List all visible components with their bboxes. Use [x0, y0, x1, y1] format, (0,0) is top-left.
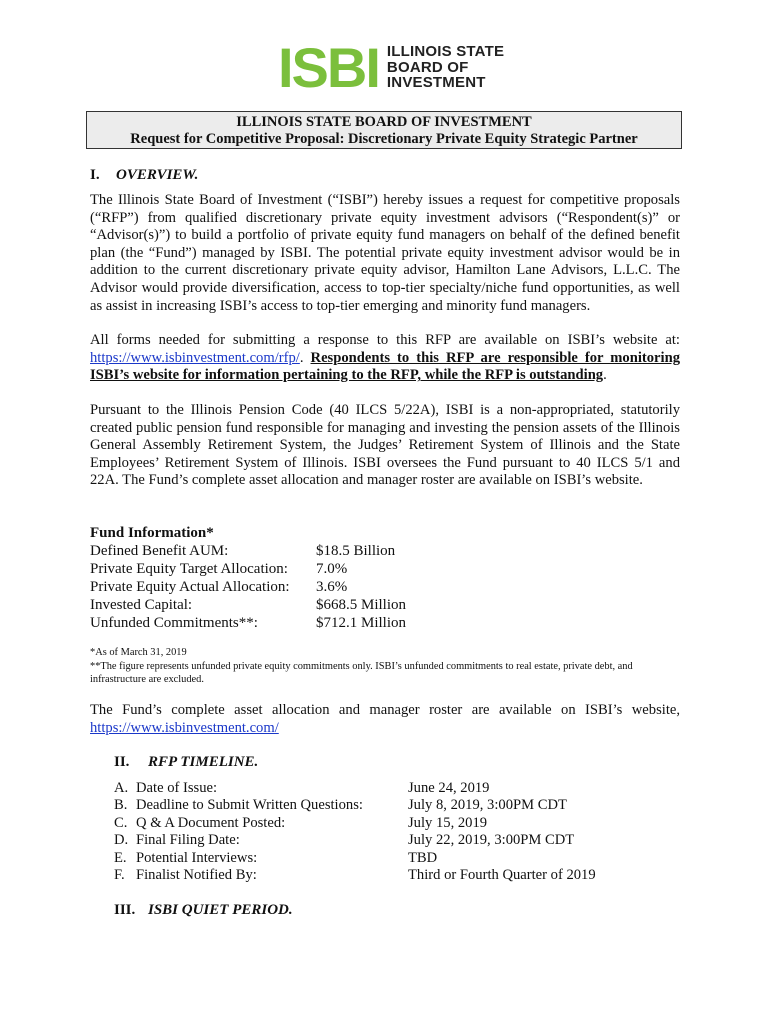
fund-footnotes	[90, 646, 690, 687]
fund-label: Defined Benefit AUM:	[90, 543, 229, 559]
timeline-row	[114, 797, 596, 814]
timeline-label: Final Filing Date:	[136, 832, 240, 849]
timeline-label: Finalist Notified By:	[136, 867, 257, 884]
document-title: ILLINOIS STATE BOARD OF INVESTMENT	[236, 114, 532, 130]
timeline-value: July 15, 2019	[408, 814, 488, 831]
roster-paragraph	[90, 702, 680, 737]
footnote-date: *As of March 31, 2019	[90, 647, 187, 658]
monitoring-notice: Respondents to this RFP are responsible for monitoring ISBI’s website for information pertaining to the RFP, while the RFP is outstanding	[90, 349, 681, 384]
fund-row	[90, 578, 406, 596]
timeline-value: July 22, 2019, 3:00PM CDT	[408, 832, 575, 849]
timeline-value: Third or Fourth Quarter of 2019	[408, 867, 596, 884]
fund-row	[90, 614, 406, 632]
section-title: RFP TIMELINE.	[148, 754, 259, 770]
timeline-row	[114, 780, 596, 797]
section-number: III.	[114, 902, 136, 918]
roster-text: The Fund’s complete asset allocation and manager roster are available on ISBI’s website,	[90, 702, 680, 718]
fund-row	[90, 542, 406, 560]
section-heading-overview	[90, 167, 198, 184]
section-title: ISBI QUIET PERIOD.	[148, 902, 293, 918]
pension-code-paragraph: Pursuant to the Illinois Pension Code (40 ILCS 5/22A), ISBI is a non-appropriated, statutorily created public pension fund responsible for managing and investing the pension assets of the Illinois General Assembly Retirement System, the Judges’ Retirement System of Illinois and the State Employees’ Retirement System of Illinois. ISBI oversees the Fund pursuant to 40 ILCS 5/1 and 22A. The Fund’s complete asset allocation and manager roster are available on ISBI’s website.	[90, 402, 680, 489]
timeline-label: Q & A Document Posted:	[136, 814, 286, 831]
period: .	[603, 367, 607, 384]
fund-row	[90, 596, 406, 614]
timeline-label: Deadline to Submit Written Questions:	[136, 797, 363, 814]
fund-information	[90, 524, 406, 632]
forms-paragraph	[90, 332, 680, 385]
timeline-letter: E.	[114, 849, 127, 866]
fund-label: Unfunded Commitments**:	[90, 615, 258, 631]
fund-info-title: Fund Information*	[90, 525, 214, 541]
fund-value: $18.5 Billion	[316, 543, 396, 559]
document-header-box	[86, 111, 682, 149]
section-heading-timeline	[114, 754, 258, 771]
logo-line: BOARD OF	[386, 58, 469, 76]
footnote-unfunded: **The figure represents unfunded private equity commitments only. ISBI’s unfunded commitments to real estate, private debt, and infrastructure are excluded.	[90, 660, 633, 685]
timeline-letter: B.	[114, 797, 128, 814]
isbi-logo	[278, 36, 505, 99]
document-subtitle: Request for Competitive Proposal: Discretionary Private Equity Strategic Partner	[130, 131, 638, 147]
timeline-letter: A.	[114, 780, 129, 796]
timeline-value: June 24, 2019	[408, 780, 490, 796]
timeline-value: TBD	[408, 849, 438, 866]
fund-value: 3.6%	[316, 579, 348, 595]
fund-label: Private Equity Actual Allocation:	[90, 579, 290, 595]
overview-paragraph: The Illinois State Board of Investment (“ISBI”) hereby issues a request for competitive proposals (“RFP”) from qualified discretionary private equity investment advisors (“Respondent(s)” or “Advisor(s)”) to build a portfolio of private equity fund managers on behalf of the defined benefit plan (the “Fund”) managed by ISBI. The potential private equity investment advisor would be in addition to the current discretionary private equity advisor, Hamilton Lane Advisors, L.L.C. The Advisor would provide diversification, access to top-tier specialty/niche fund opportunities, as well as assist in increasing ISBI’s access to top-tier emerging and minority fund managers.	[90, 192, 680, 314]
forms-text: All forms needed for submitting a response to this RFP are available on ISBI’s website at:	[90, 332, 680, 348]
section-title: OVERVIEW.	[116, 167, 199, 183]
isbi-website-link[interactable]: https://www.isbinvestment.com/	[90, 719, 279, 736]
timeline-row	[114, 815, 596, 832]
timeline-value: July 8, 2019, 3:00PM CDT	[408, 797, 567, 814]
fund-row	[90, 560, 406, 578]
fund-value: $712.1 Million	[316, 615, 407, 631]
period: .	[299, 349, 311, 366]
timeline-letter: F.	[114, 867, 125, 884]
rfp-link[interactable]: https://www.isbinvestment.com/rfp/	[90, 349, 300, 366]
timeline-row	[114, 850, 596, 867]
logo-mark: ISBI	[278, 36, 379, 99]
timeline-row	[114, 867, 596, 884]
timeline-row	[114, 832, 596, 849]
fund-label: Private Equity Target Allocation:	[90, 561, 288, 577]
section-heading-quiet-period	[114, 902, 293, 919]
logo-line: INVESTMENT	[386, 74, 486, 91]
section-number: I.	[90, 167, 100, 183]
timeline-label: Potential Interviews:	[136, 849, 258, 866]
timeline-letter: D.	[114, 832, 129, 849]
fund-value: 7.0%	[316, 561, 348, 577]
fund-label: Invested Capital:	[90, 597, 193, 613]
rfp-timeline	[114, 780, 596, 884]
logo-text	[387, 44, 504, 91]
fund-value: $668.5 Million	[316, 597, 407, 613]
logo-line: ILLINOIS STATE	[386, 43, 505, 60]
timeline-letter: C.	[114, 814, 128, 831]
timeline-label: Date of Issue:	[136, 780, 218, 796]
section-number: II.	[114, 754, 130, 770]
